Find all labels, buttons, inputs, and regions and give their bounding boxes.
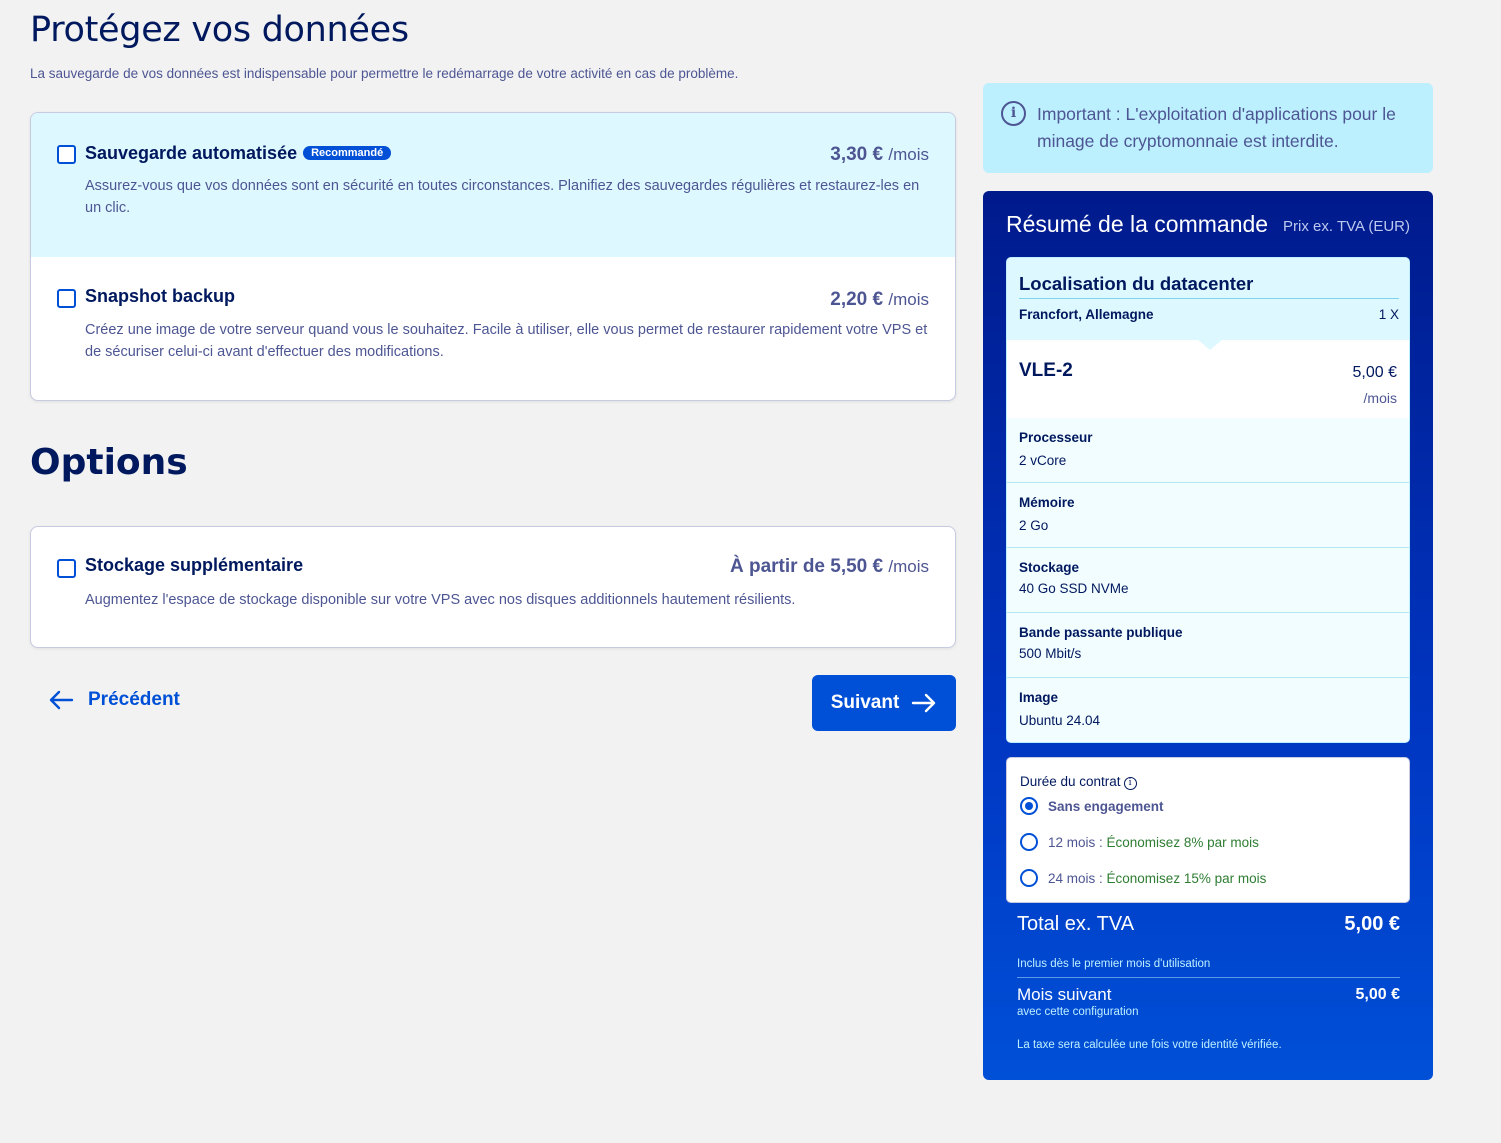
spec-label: Bande passante publique (1019, 625, 1183, 640)
option-label: 12 mois : (1048, 834, 1107, 850)
spec-label: Processeur (1019, 430, 1093, 445)
product-name: VLE-2 (1019, 360, 1073, 381)
option-label: Sans engagement (1048, 798, 1164, 814)
total-note: Inclus dès le premier mois d'utilisation (1017, 958, 1211, 970)
options-card (30, 526, 956, 648)
product-price: 5,00 € (1352, 364, 1397, 381)
option-text (1048, 835, 1259, 850)
price-value: À partir de 5,50 € (729, 556, 884, 577)
spec-value: 500 Mbit/s (1019, 646, 1082, 661)
option-title (85, 143, 391, 164)
page-title: Protégez vos données (30, 10, 409, 50)
spec-row-storage (1007, 548, 1410, 613)
datacenter-title: Localisation du datacenter (1019, 273, 1254, 294)
arrow-right-icon (911, 693, 937, 713)
spec-row-bandwidth (1007, 613, 1410, 678)
summary-title: Résumé de la commande (1006, 211, 1269, 237)
datacenter-qty: 1 X (1378, 307, 1399, 322)
price-value: 3,30 € (830, 144, 884, 165)
price-value: 2,20 € (830, 289, 884, 310)
info-icon[interactable]: i (1124, 777, 1137, 790)
total-label: Total ex. TVA (1017, 913, 1135, 935)
saving-text: Économisez 8% par mois (1106, 834, 1259, 850)
tax-note: La taxe sera calculée une fois votre identité vérifiée. (1017, 1039, 1282, 1051)
contract-title-text: Durée du contrat (1020, 774, 1121, 789)
option-title: Snapshot backup (85, 286, 236, 306)
datacenter-location: Francfort, Allemagne (1019, 307, 1154, 322)
option-text (1048, 871, 1266, 886)
previous-button[interactable] (48, 689, 180, 711)
next-button[interactable] (812, 675, 956, 731)
price-unit: /mois (888, 145, 929, 164)
radio-button[interactable] (1020, 869, 1038, 887)
option-price (830, 144, 929, 166)
contract-duration-section (1006, 757, 1410, 903)
spec-label: Image (1019, 690, 1059, 705)
option-automated-backup[interactable] (31, 113, 955, 257)
option-price (830, 289, 929, 311)
price-unit: /mois (888, 290, 929, 309)
option-description: Créez une image de votre serveur quand vous le souhaitez. Facile à utiliser, elle vous permet de restaurer rapidement votre VPS et de sécuriser celui-ci avant d'effectuer des modifications. (85, 322, 928, 360)
option-price (730, 556, 929, 578)
contract-title (1020, 774, 1137, 790)
spec-value: 2 vCore (1019, 453, 1067, 468)
divider (1019, 298, 1399, 299)
page-subtitle: La sauvegarde de vos données est indispensable pour permettre le redémarrage de votre activité en cas de problème. (30, 66, 739, 81)
contract-option-12-months[interactable] (1020, 833, 1259, 851)
next-month-value: 5,00 € (1355, 986, 1400, 1003)
contract-option-no-commitment[interactable] (1020, 797, 1164, 815)
spec-row-processor (1007, 418, 1410, 483)
divider (1017, 977, 1400, 978)
product-unit: /mois (1363, 390, 1397, 406)
option-extra-storage[interactable] (31, 527, 955, 647)
option-title-text: Sauvegarde automatisée (85, 143, 298, 163)
recommended-badge: Recommandé (303, 146, 391, 160)
spec-row-memory (1007, 483, 1410, 548)
info-icon: i (1001, 101, 1026, 126)
price-unit: /mois (888, 557, 929, 576)
saving-text: Économisez 15% par mois (1106, 870, 1267, 886)
datacenter-section (1007, 258, 1410, 340)
pointer-arrow (1198, 340, 1222, 350)
backup-options-card (30, 112, 956, 401)
next-label: Suivant (830, 692, 900, 713)
crypto-warning-box (983, 83, 1433, 173)
arrow-left-icon (48, 690, 74, 710)
configuration-panel (1006, 257, 1410, 743)
summary-price-note: Prix ex. TVA (EUR) (1283, 218, 1410, 235)
option-description: Assurez-vous que vos données sont en sécurité en toutes circonstances. Planifiez des sauvegardes régulières et restaurez-les en un clic. (85, 178, 920, 216)
radio-button[interactable] (1020, 833, 1038, 851)
next-month-sub: avec cette configuration (1017, 1006, 1139, 1018)
spec-row-image (1007, 678, 1410, 743)
total-value: 5,00 € (1344, 913, 1400, 935)
previous-label: Précédent (88, 689, 180, 710)
next-month-label: Mois suivant (1017, 985, 1112, 1004)
automated-backup-checkbox[interactable] (57, 145, 76, 164)
snapshot-backup-checkbox[interactable] (57, 289, 76, 308)
spec-label: Mémoire (1019, 495, 1075, 510)
option-label: 24 mois : (1048, 870, 1107, 886)
spec-label: Stockage (1019, 560, 1080, 575)
contract-option-24-months[interactable] (1020, 869, 1266, 887)
radio-button[interactable] (1020, 797, 1038, 815)
option-snapshot-backup[interactable] (31, 257, 955, 401)
options-title: Options (30, 442, 188, 483)
option-description: Augmentez l'espace de stockage disponible sur votre VPS avec nos disques additionnels hautement résilients. (85, 592, 796, 608)
spec-value: Ubuntu 24.04 (1019, 713, 1101, 728)
extra-storage-checkbox[interactable] (57, 559, 76, 578)
spec-value: 2 Go (1019, 518, 1049, 533)
order-summary (983, 191, 1433, 1080)
warning-text: Important : L'exploitation d'applications pour le minage de cryptomonnaie est interdite. (1037, 104, 1396, 151)
option-title: Stockage supplémentaire (85, 555, 304, 575)
spec-value: 40 Go SSD NVMe (1019, 581, 1129, 596)
